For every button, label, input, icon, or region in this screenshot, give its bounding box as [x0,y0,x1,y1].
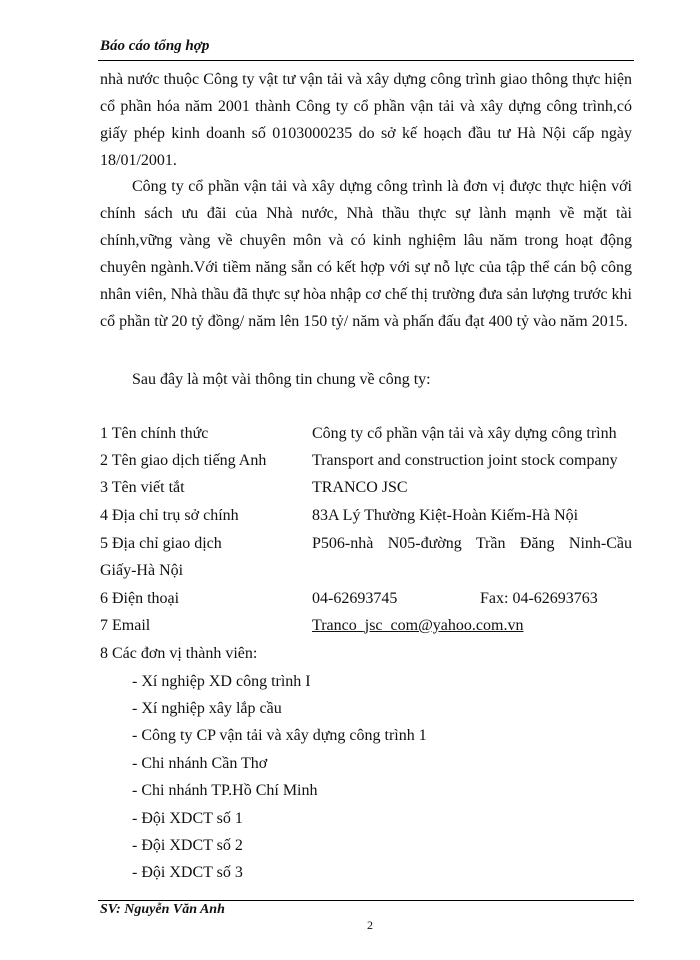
page-header-title: Báo cáo tổng hợp [100,38,210,54]
member-item: - Đội XDCT số 3 [132,864,243,881]
info-abbr-value: TRANCO JSC [312,479,408,496]
info-phone-label: 6 Điện thoại [100,590,180,607]
paragraph-overview: Công ty cổ phần vận tải và xây dựng công trình là đơn vị được thực hiện với chính sách ưu đãi của Nhà nước, Nhà thầu thực sự lành mạnh về mặt tài chính,vững vàng về chuyên môn và có kinh nghiệm lâu năm trong hoạt động chuyên ngành.Với tiềm năng sẵn có kết hợp với sự nỗ lực của tập thể cán bộ công nhân viên, Nhà thầu đã thực sự hòa nhập cơ chế thị trường đưa sản lượng trước khi cổ phần từ 20 tỷ đồng/ năm lên 150 tỷ/ năm và phấn đấu đạt 400 tỷ vào năm 2015. [100,178,632,330]
info-hq-label: 4 Địa chỉ trụ sở chính [100,507,239,524]
footer-student-name: SV: Nguyễn Văn Anh [100,902,225,917]
info-phone-value: 04-62693745 [312,590,398,607]
info-fax-value: Fax: 04-62693763 [480,590,598,607]
info-office-label: 5 Địa chỉ giao dịch [100,535,222,552]
member-item: - Đội XDCT số 1 [132,810,243,827]
page-number: 2 [367,918,373,932]
member-item: - Chi nhánh Cần Thơ [132,755,268,772]
member-item: - Xí nghiệp xây lắp cầu [132,700,282,717]
footer-rule [98,900,634,901]
member-item: - Công ty CP vận tải và xây dựng công trình 1 [132,727,427,744]
info-abbr-label: 3 Tên viết tắt [100,479,185,496]
member-item: - Đội XDCT số 2 [132,837,243,854]
paragraph-history: nhà nước thuộc Công ty vật tư vận tải và xây dựng công trình giao thông thực hiện cổ phần hóa năm 2001 thành Công ty cổ phần vận tải và xây dựng công trình,có giấy phép kinh doanh số 0103000235 do sở kế hoạch đầu tư Hà Nội cấp ngày 18/01/2001. [100,71,632,169]
members-label: 8 Các đơn vị thành viên: [100,645,258,662]
info-english-value: Transport and construction joint stock company [312,452,618,469]
member-item: - Chi nhánh TP.Hồ Chí Minh [132,782,318,799]
info-email-link[interactable]: Tranco_jsc_com@yahoo.com.vn [312,617,524,634]
info-office-value-cont: Giấy-Hà Nội [100,562,184,579]
info-name-value: Công ty cổ phần vận tải và xây dựng công trình [312,425,617,442]
info-english-label: 2 Tên giao dịch tiếng Anh [100,452,267,469]
info-office-value: P506-nhà N05-đường Trần Đăng Ninh-Cầu [312,535,632,552]
header-rule [98,60,634,61]
info-name-label: 1 Tên chính thức [100,425,209,442]
paragraph-intro: Sau đây là một vài thông tin chung về công ty: [132,371,431,388]
member-item: - Xí nghiệp XD công trình I [132,673,311,690]
info-hq-value: 83A Lý Thường Kiệt-Hoàn Kiếm-Hà Nội [312,507,579,524]
info-email-label: 7 Email [100,617,151,634]
